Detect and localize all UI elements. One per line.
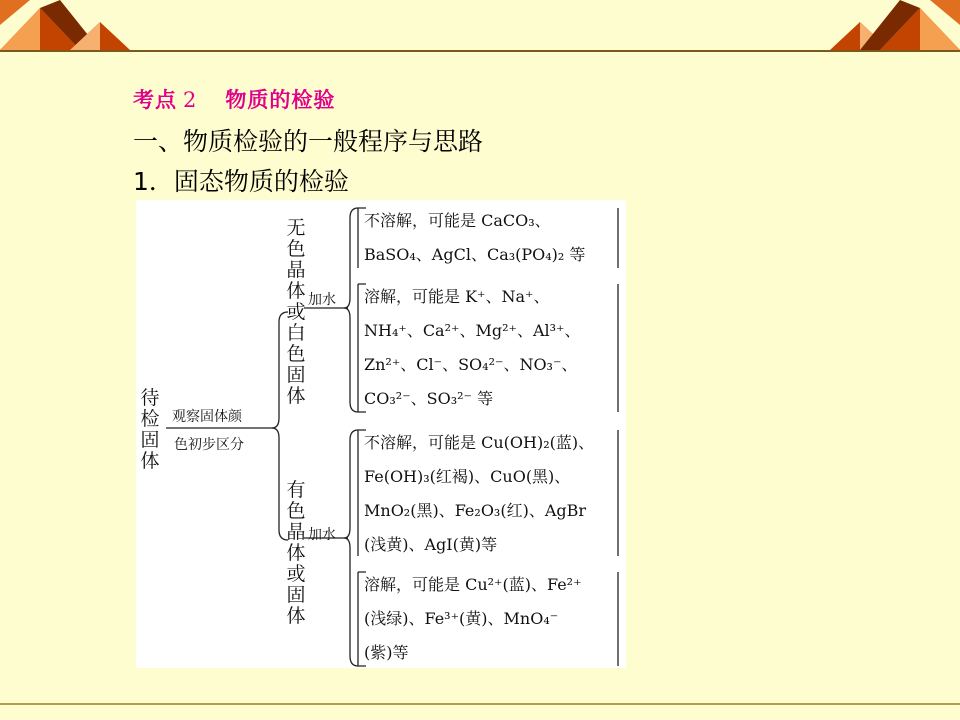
box4-line1: 溶解，可能是 Cu²⁺(蓝)、Fe²⁺ (364, 575, 582, 594)
box2-line2: NH₄⁺、Ca²⁺、Mg²⁺、Al³⁺、 (364, 321, 581, 340)
add-water-label-1: 加水 (308, 292, 336, 308)
box4-line2: (浅绿)、Fe³⁺(黄)、MnO₄⁻ (364, 609, 559, 628)
box3-line1: 不溶解，可能是 Cu(OH)₂(蓝)、 (364, 433, 595, 452)
box1-line1: 不溶解，可能是 CaCO₃、 (364, 211, 551, 230)
section-title: 一、物质检验的一般程序与思路 (133, 127, 484, 156)
root-label: 待检固体 (140, 387, 160, 472)
box4-line3: (紫)等 (364, 643, 409, 662)
observe-line1: 观察固体颜 (172, 409, 242, 425)
branch-colorless: 无色晶体或白色固体 (286, 217, 306, 407)
left-corner-ornament (0, 0, 135, 52)
box-soluble-colored (364, 568, 582, 670)
header-divider (0, 50, 960, 52)
box-soluble-white (364, 280, 580, 416)
box3-line4: (浅黄)、AgI(黄)等 (364, 535, 498, 554)
subsection-title: 1．固态物质的检验 (133, 167, 349, 196)
topic-number: 2 (183, 88, 198, 112)
footer-divider (0, 703, 960, 705)
box2-line4: CO₃²⁻、SO₃²⁻ 等 (364, 389, 494, 408)
box2-line3: Zn²⁺、Cl⁻、SO₄²⁻、NO₃⁻、 (364, 355, 578, 374)
box2-line1: 溶解，可能是 K⁺、Na⁺、 (364, 287, 550, 306)
topic-heading (133, 84, 335, 114)
box3-line3: MnO₂(黑)、Fe₂O₃(红)、AgBr (364, 501, 587, 520)
right-corner-ornament (825, 0, 960, 52)
branch-colored: 有色晶体或固体 (286, 479, 306, 627)
topic-label: 考点 (133, 87, 177, 112)
observe-line2: 色初步区分 (174, 437, 244, 453)
box-insoluble-white (364, 204, 585, 272)
solid-detection-diagram (136, 200, 626, 668)
box3-line2: Fe(OH)₃(红褐)、CuO(黑)、 (364, 467, 571, 486)
add-water-label-2: 加水 (308, 527, 336, 543)
box1-line2: BaSO₄、AgCl、Ca₃(PO₄)₂ 等 (364, 245, 586, 264)
topic-title: 物质的检验 (225, 87, 336, 112)
box-insoluble-colored (364, 426, 594, 562)
